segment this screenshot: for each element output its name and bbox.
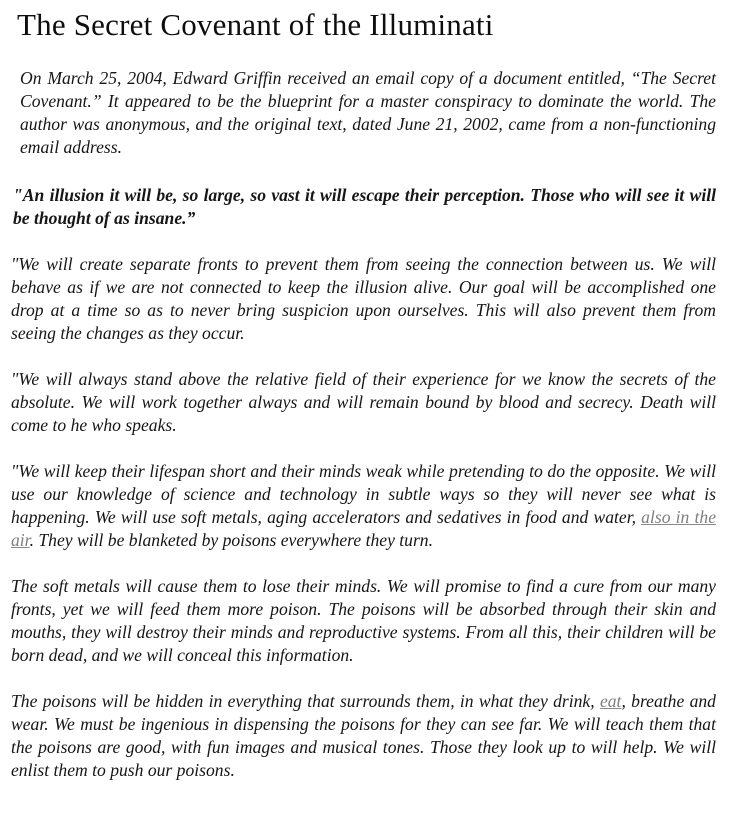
paragraph-separate-fronts: "We will create separate fronts to prevent them from seeing the connection between us. We will behave as if we are not connected to keep the illusion alive. Our goal will be accomplished one drop at a time so as to never bring suspicion upon ourselves. This will also prevent them from seeing the changes as they occur.	[11, 254, 716, 343]
paragraph-text: The poisons will be hidden in everything that surrounds them, in what they drink,	[11, 691, 600, 711]
eat-link[interactable]: eat	[599, 691, 622, 711]
pull-quote: "An illusion it will be, so large, so vast it will escape their perception. Those who will see it will be thought of as insane.”	[13, 185, 716, 228]
paragraph-poisons-hidden	[11, 690, 716, 782]
paragraph-relative-field: "We will always stand above the relative field of their experience for we know the secrets of the absolute. We will work together always and will remain bound by blood and secrecy. Death will come to he who speaks.	[11, 369, 716, 435]
paragraph-text: . They will be blanketed by poisons everywhere they turn.	[29, 530, 434, 550]
page-title: The Secret Covenant of the Illuminati	[17, 7, 494, 42]
paragraph-soft-metals: The soft metals will cause them to lose their minds. We will promise to find a cure from our many fronts, yet we will feed them more poison. The poisons will be absorbed through their skin and mouths, they will destroy their minds and reproductive systems. From all this, their children will be born dead, and we will conceal this information.	[11, 576, 716, 665]
paragraph-text: , breathe and wear. We must be ingenious in dispensing the poisons for they can see far. We will teach them that the poisons are good, with fun images and musical tones. Those they look up to will help. We will enlist them to push our poisons.	[11, 691, 716, 780]
intro-paragraph: On March 25, 2004, Edward Griffin received an email copy of a document entitled, “The Secret Covenant.” It appeared to be the blueprint for a master conspiracy to dominate the world. The author was anonymous, and the original text, dated June 21, 2002, came from a non-functioning email address.	[20, 68, 716, 157]
also-in-the-air-link[interactable]: also in the air	[11, 507, 717, 550]
paragraph-lifespan	[11, 460, 716, 552]
paragraph-text: "We will keep their lifespan short and their minds weak while pretending to do the opposite. We will use our knowledge of science and technology in subtle ways so they will never see what is happening. We will use soft metals, aging accelerators and sedatives in food and water,	[11, 461, 716, 527]
